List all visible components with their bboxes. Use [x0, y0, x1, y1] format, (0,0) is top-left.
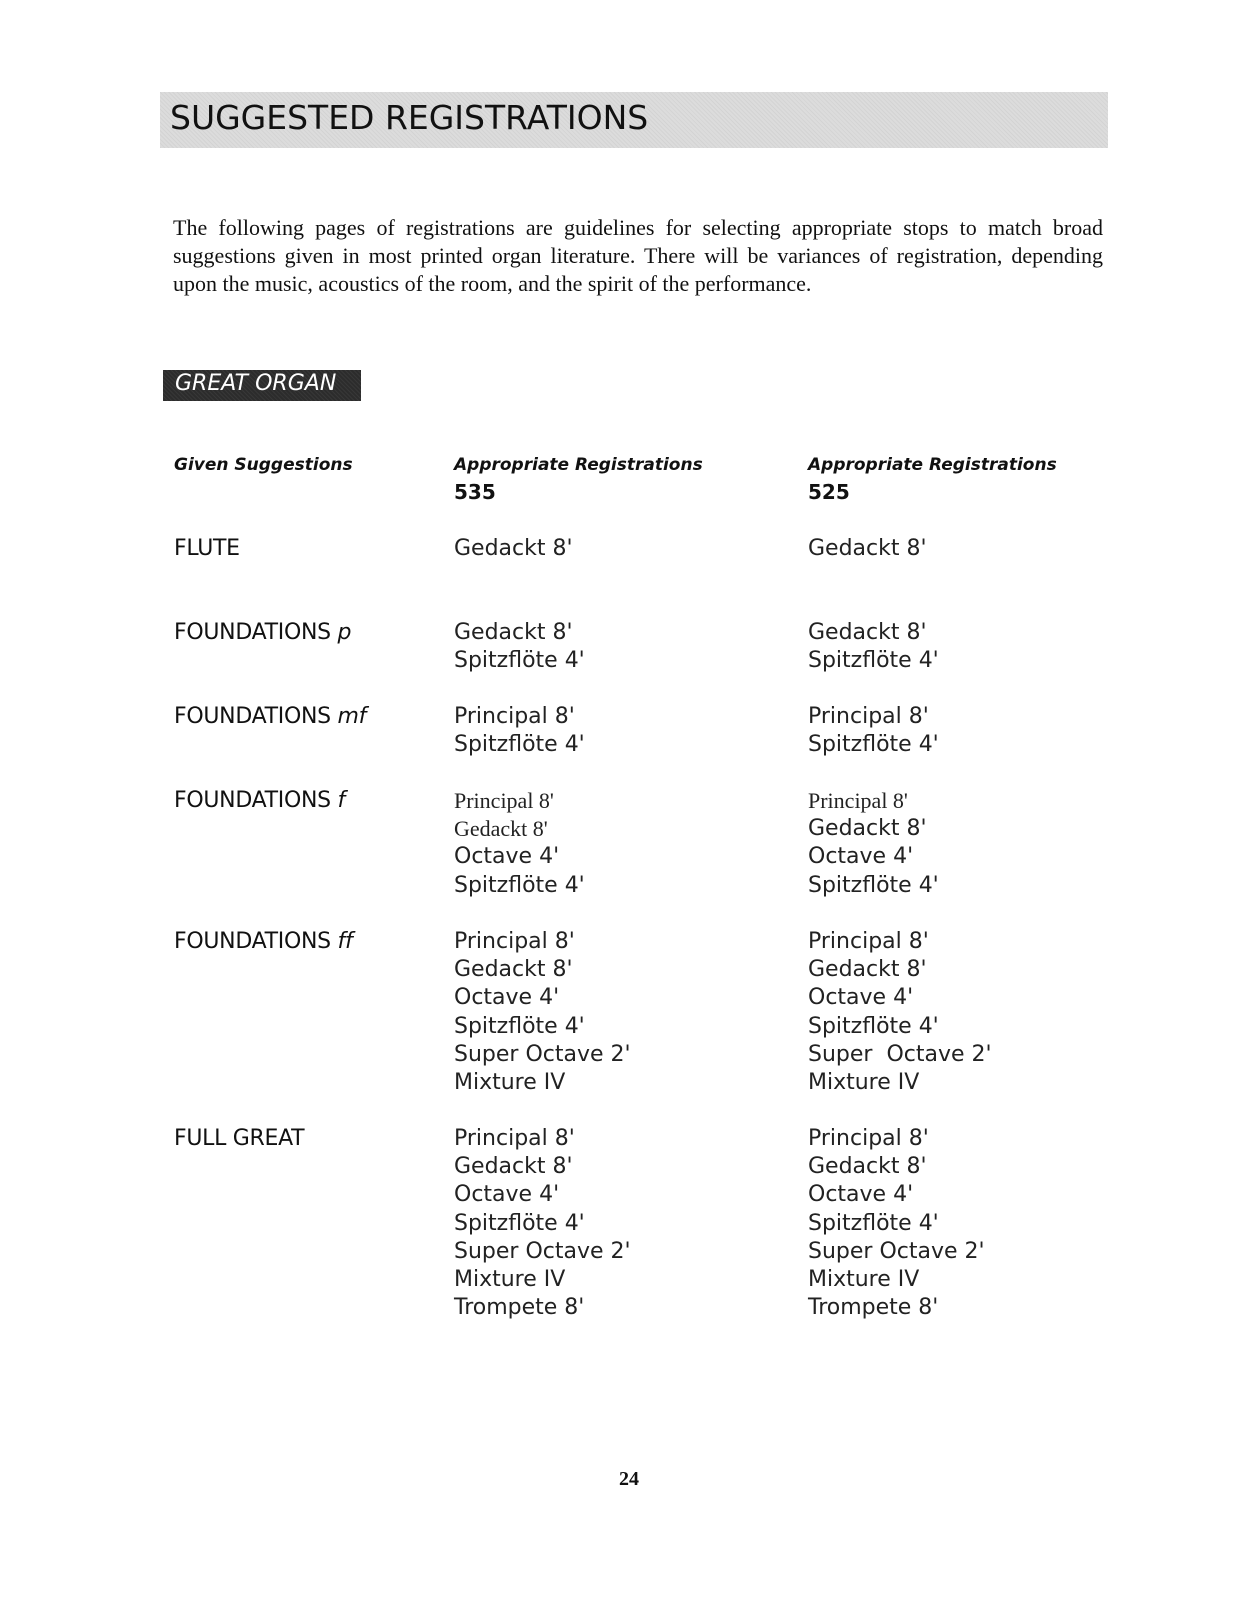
- header-model-525: [808, 455, 1057, 505]
- stop-item: Gedackt 8': [454, 816, 548, 842]
- section-heading: [163, 370, 361, 401]
- stop-item: Principal 8': [454, 704, 575, 729]
- stop-item: Spitzflöte 4': [808, 1013, 939, 1039]
- stop-item: Gedackt 8': [454, 957, 573, 983]
- stops-list-525-foundations-ff: [808, 928, 992, 1097]
- stops-list-525-foundations-p: [808, 619, 939, 675]
- stop-item: Principal 8': [454, 788, 554, 813]
- intro-paragraph: The following pages of registrations are guidelines for selecting appropriate stops to match broad suggestions given in most printed organ literature. There will be variances of registration, depending upon the music, acoustics of the room, and the spirit of the performance.: [173, 215, 1103, 296]
- stop-item: Super Octave 2': [454, 1041, 631, 1067]
- section-heading-label: GREAT ORGAN: [175, 371, 337, 396]
- stop-item: Mixture IV: [454, 1070, 566, 1096]
- stop-item: Octave 4': [454, 1182, 560, 1208]
- header-col3-title: Appropriate Registrations: [808, 455, 1057, 475]
- header-col2-title: Appropriate Registrations: [454, 455, 703, 475]
- stop-item: Spitzflöte 4': [808, 648, 939, 674]
- stop-item: Principal 8': [808, 788, 908, 813]
- row-label-text: FOUNDATIONS: [174, 620, 331, 645]
- stop-item: Octave 4': [808, 1182, 914, 1208]
- row-label-foundations-p: [174, 619, 351, 647]
- header-given-label: Given Suggestions: [174, 455, 353, 475]
- stops-list-525-foundations-f: [808, 787, 939, 900]
- stop-item: Gedackt 8': [808, 816, 927, 842]
- row-label-flute: [174, 535, 240, 563]
- stop-item: Mixture IV: [454, 1267, 566, 1293]
- row-label-text: FOUNDATIONS: [174, 929, 331, 954]
- stop-item: Principal 8': [808, 929, 929, 954]
- stop-item: Principal 8': [454, 1126, 575, 1151]
- stop-item: Principal 8': [808, 704, 929, 729]
- header-model-535: [454, 455, 703, 505]
- stop-item: Spitzflöte 4': [454, 1013, 585, 1039]
- row-label-text: FLUTE: [174, 536, 240, 561]
- stop-item: Mixture IV: [808, 1267, 920, 1293]
- stop-item: Spitzflöte 4': [454, 732, 585, 758]
- stops-list-525-flute: [808, 535, 927, 563]
- stops-list-535-foundations-mf: [454, 703, 585, 759]
- stop-item: Gedackt 8': [454, 1154, 573, 1180]
- row-label-text: FOUNDATIONS: [174, 788, 331, 813]
- stops-list-535-foundations-ff: [454, 928, 631, 1097]
- stop-item: Trompete 8': [808, 1295, 939, 1321]
- row-label-full-great: [174, 1125, 304, 1153]
- stop-item: Gedackt 8': [808, 536, 927, 561]
- page-number: 24: [619, 1468, 639, 1490]
- stop-item: Super Octave 2': [454, 1238, 631, 1264]
- stop-item: Spitzflöte 4': [808, 732, 939, 758]
- stop-item: Gedackt 8': [454, 620, 573, 645]
- stop-item: Gedackt 8': [808, 1154, 927, 1180]
- dynamic-marking: p: [337, 620, 352, 645]
- stops-list-535-flute: [454, 535, 573, 563]
- stop-item: Octave 4': [454, 985, 560, 1011]
- stop-item: Spitzflöte 4': [808, 1210, 939, 1236]
- row-label-foundations-mf: [174, 703, 366, 731]
- header-col2-model: 535: [454, 480, 496, 504]
- stop-item: Octave 4': [454, 844, 560, 870]
- stop-item: Spitzflöte 4': [454, 872, 585, 898]
- stop-item: Super Octave 2': [808, 1238, 985, 1264]
- stop-item: Mixture IV: [808, 1070, 920, 1096]
- stop-item: Gedackt 8': [454, 536, 573, 561]
- stop-item: Gedackt 8': [808, 957, 927, 983]
- title-banner: [160, 92, 1108, 148]
- row-label-foundations-ff: [174, 928, 352, 956]
- page-title: SUGGESTED REGISTRATIONS: [170, 98, 649, 137]
- stops-list-535-foundations-f: [454, 787, 585, 900]
- stop-item: Octave 4': [808, 985, 914, 1011]
- stop-item: Trompete 8': [454, 1295, 585, 1321]
- stop-item: Spitzflöte 4': [454, 1210, 585, 1236]
- stops-list-525-full-great: [808, 1125, 985, 1322]
- stops-list-535-full-great: [454, 1125, 631, 1322]
- row-label-foundations-f: [174, 787, 345, 815]
- stops-list-535-foundations-p: [454, 619, 585, 675]
- stops-list-525-foundations-mf: [808, 703, 939, 759]
- stop-item: Super Octave 2': [808, 1041, 992, 1067]
- dynamic-marking: ff: [337, 929, 353, 954]
- stop-item: Spitzflöte 4': [454, 648, 585, 674]
- dynamic-marking: f: [337, 788, 345, 813]
- dynamic-marking: mf: [337, 704, 367, 729]
- header-col3-model: 525: [808, 480, 850, 504]
- stop-item: Octave 4': [808, 844, 914, 870]
- row-label-text: FOUNDATIONS: [174, 704, 331, 729]
- stop-item: Principal 8': [808, 1126, 929, 1151]
- stop-item: Spitzflöte 4': [808, 872, 939, 898]
- stop-item: Principal 8': [454, 929, 575, 954]
- row-label-text: FULL GREAT: [174, 1126, 305, 1151]
- stop-item: Gedackt 8': [808, 620, 927, 645]
- header-given-suggestions: [174, 455, 353, 475]
